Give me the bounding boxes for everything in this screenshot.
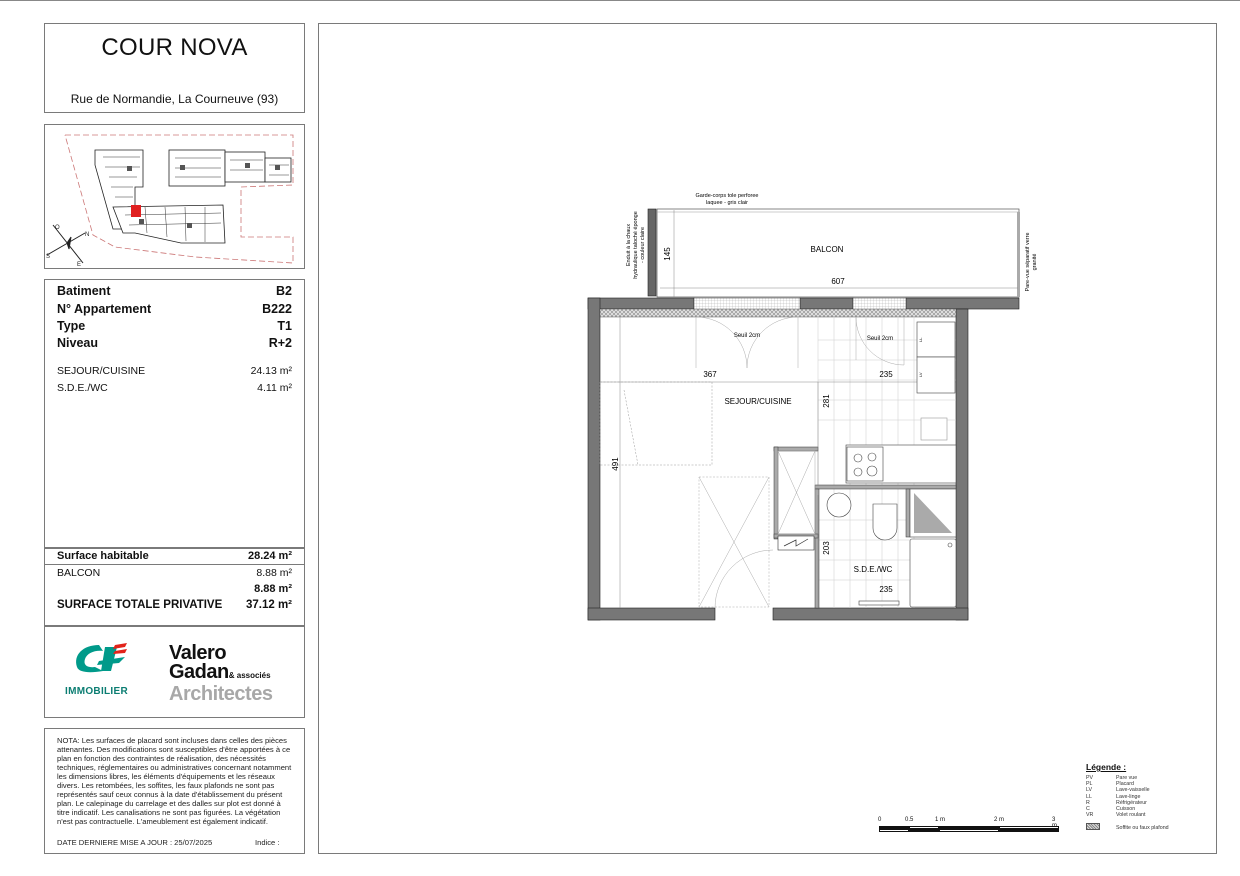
project-address: Rue de Normandie, La Courneuve (93) [70,92,279,106]
legend: Légende : PV Pare vue PL Placard LV Lave-vaisselle LL Lave-linge R Réfrigérateur C Cuisson VR Volet roulant Soffite ou faux plafond [1086,762,1186,833]
svg-text:491: 491 [611,457,620,471]
svg-text:367: 367 [703,370,717,379]
info-row-niveau: Niveau R+2 [57,336,292,350]
svg-text:235: 235 [879,370,893,379]
nota-text: NOTA: Les surfaces de placard sont incluses dans celles des pièces attenantes. Des modifications sont susceptibles d'être apportées à ce plan en fonction des contraintes de réalisation, des nécessités techniques, réglementaires ou administratives concernant notamment les dimensions libres, les éléments d'équipements et les réseaux divers. Les retombées, les soffites, les faux plafonds ne sont pas représentés sauf ceux connus à la date d'établissement du présent plan. Le calepinage du carrelage et des dalles sur plot est donné à titre indicatif. Les canalisations ne sont pas figurées. La végétation n'est pas contractuelle. L'ameublement est également indicatif. [57,736,292,826]
legend-row: VR Volet roulant [1086,812,1146,819]
site-plan-map [45,125,304,268]
wardrobe [699,451,815,608]
svg-text:203: 203 [822,541,831,555]
svg-text:607: 607 [831,277,845,286]
svg-text:Garde-corps tole perforee: Garde-corps tole perforee [695,193,759,199]
divider [45,564,304,565]
svg-text:S.D.E./WC: S.D.E./WC [853,565,893,574]
credit-agricole-logo [69,641,131,677]
info-row-type: Type T1 [57,319,292,333]
site-plan [44,124,305,269]
compass-icon [46,225,89,268]
highlighted-unit [131,205,141,217]
soffit-hatch [600,309,956,317]
logos-panel [44,626,305,718]
window-sejour [694,298,800,310]
svg-text:Pare-vue séparatif verre: Pare-vue séparatif verre [1025,232,1031,292]
svg-text:LL: LL [918,337,923,342]
apartment-info [44,279,305,548]
scale-bar: 0 0.5 1 m 2 m 3 m [879,826,1059,832]
ca-immobilier-label: IMMOBILIER [65,686,128,697]
project-title: COUR NOVA [101,34,248,61]
update-date: DATE DERNIERE MISE A JOUR : 25/07/2025 [57,838,213,847]
balcon-row: BALCON 8.88 m² [57,567,292,579]
surface-habitable-row: Surface habitable 28.24 m² [57,550,292,562]
legend-row: PV Pare vue [1086,775,1138,781]
svg-text:hydraulique taloché éponge: hydraulique taloché éponge [633,211,639,279]
balcony [626,193,1038,297]
bed [600,382,712,465]
svg-text:laquee - gris clair: laquee - gris clair [706,200,748,206]
svg-text:Seuil 2cm: Seuil 2cm [866,336,894,342]
legend-row: LL Lave-linge [1086,793,1141,800]
page-top-border [0,0,1240,1]
room-row-sde: S.D.E./WC 4.11 m² [57,382,292,394]
room-row-sejour: SEJOUR/CUISINE 24.13 m² [57,365,292,377]
svg-text:281: 281 [822,394,831,408]
notes-panel [44,728,305,854]
legend-hatch-row: Soffite ou faux plafond [1086,823,1186,832]
svg-text:Enduit à la chaux: Enduit à la chaux [626,223,632,267]
svg-text:LV: LV [918,372,923,377]
hatch-swatch-icon [1086,823,1100,830]
info-row-appartement: N° Appartement B222 [57,302,292,316]
svg-text:BALCON: BALCON [810,245,844,254]
svg-text:N: N [85,232,90,238]
electric-panel-icon [778,536,814,550]
legend-row: R Réfrigérateur [1086,799,1147,806]
project-header [44,23,305,113]
info-row-batiment: Batiment B2 [57,284,292,298]
svg-text:- couleur claire: - couleur claire [640,226,646,264]
surface-totale-row: SURFACE TOTALE PRIVATIVE 37.12 m² [57,599,292,611]
svg-text:235: 235 [879,585,893,594]
indice-label: Indice : [255,838,280,847]
legend-row: PL Placard [1086,781,1134,788]
surfaces-summary [44,548,305,626]
svg-text:SEJOUR/CUISINE: SEJOUR/CUISINE [724,397,792,406]
svg-text:Seuil 2cm: Seuil 2cm [733,333,761,339]
svg-text:E: E [77,262,82,268]
svg-text:145: 145 [663,247,672,261]
architect-logo: Valero Gadan& associés Architectes [169,642,273,705]
legend-row: LV Lave-vaisselle [1086,787,1150,794]
svg-text:S: S [46,254,51,260]
svg-text:O: O [55,225,60,231]
window-kitchen [853,298,906,310]
kitchen [846,322,956,483]
annex-total-row: 8.88 m² [254,583,292,595]
legend-row: C Cuisson [1086,806,1136,813]
svg-text:granité: granité [1032,253,1038,271]
floor-plan [580,185,1050,630]
balcony-doors [696,317,904,368]
